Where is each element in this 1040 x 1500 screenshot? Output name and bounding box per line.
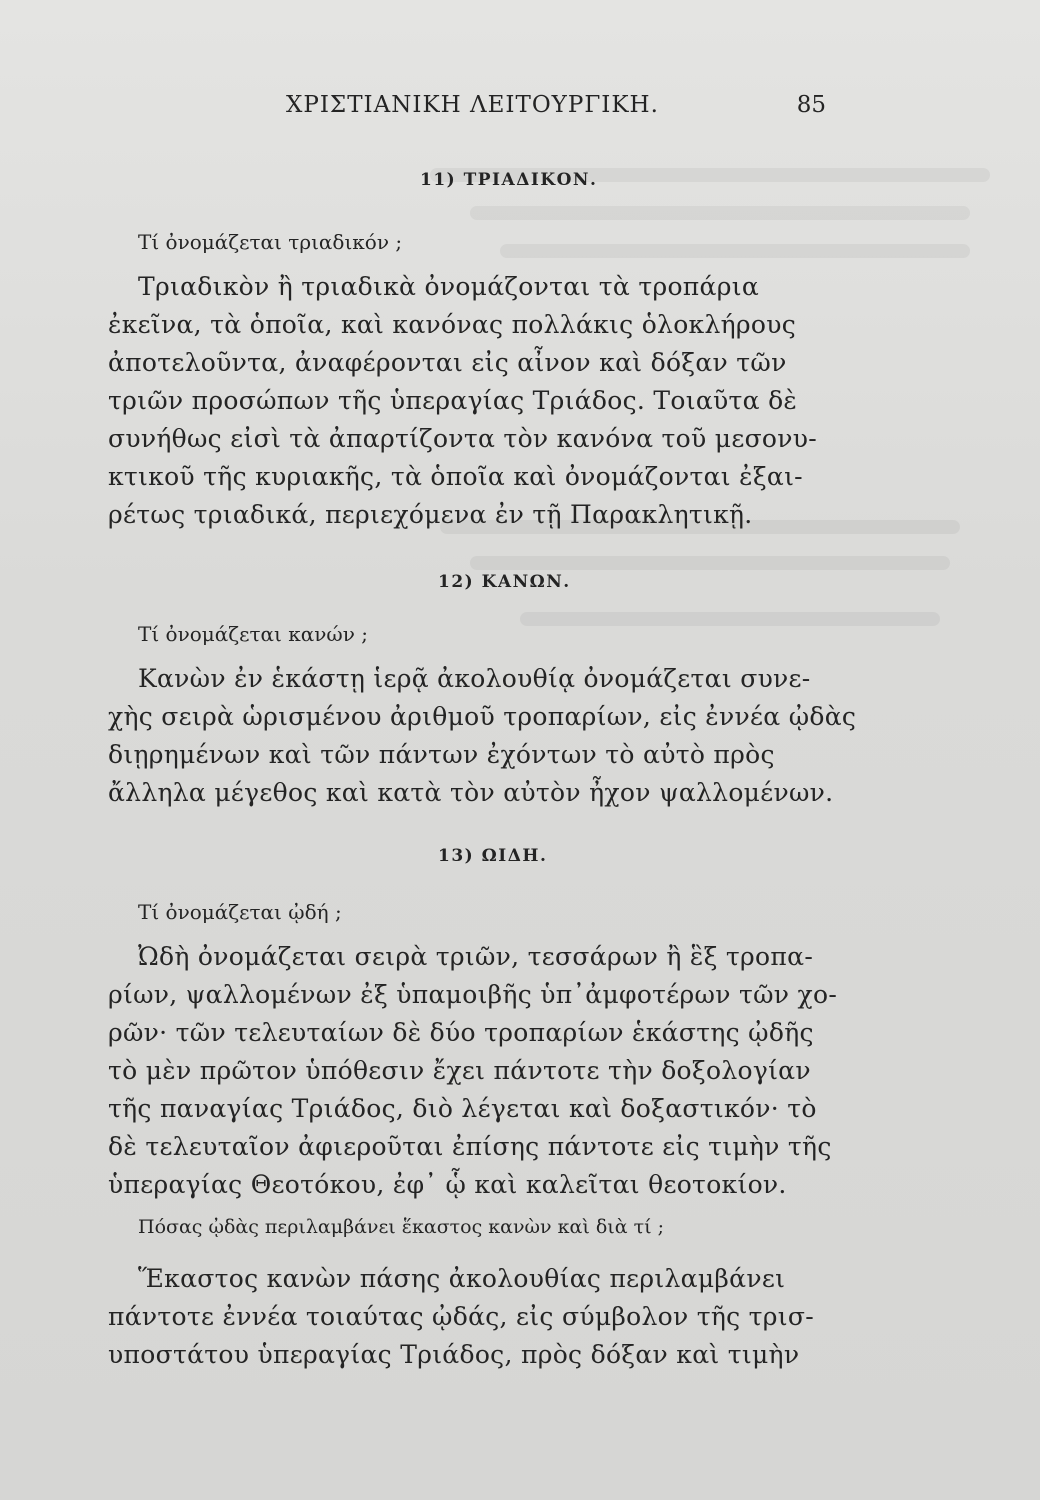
text-line: τῆς παναγίας Τριάδος, διὸ λέγεται καὶ δοξαστικόν· τὸ — [108, 1094, 817, 1123]
question: Τί ὀνομάζεται τριαδικόν ; — [138, 230, 403, 254]
section-heading: 13) ΩΙΔΗ. — [438, 846, 548, 866]
bleed-through-mark — [470, 206, 970, 220]
running-head — [286, 92, 826, 122]
question: Τί ὀνομάζεται κανών ; — [138, 622, 368, 646]
text-line: ρῶν· τῶν τελευταίων δὲ δύο τροπαρίων ἑκάστης ᾠδῆς — [108, 1018, 814, 1047]
page-number: 85 — [796, 92, 826, 118]
text-line: διῃρημένων καὶ τῶν πάντων ἐχόντων τὸ αὐτὸ πρὸς — [108, 740, 775, 769]
text-line: συνήθως εἰσὶ τὰ ἀπαρτίζοντα τὸν κανόνα τοῦ μεσονυ- — [108, 424, 818, 453]
text-line: ἀποτελοῦντα, ἀναφέρονται εἰς αἶνον καὶ δόξαν τῶν — [108, 348, 787, 377]
text-line: ρέτως τριαδικά, περιεχόμενα ἐν τῇ Παρακλητικῇ. — [108, 500, 753, 529]
text-line: τριῶν προσώπων τῆς ὑπεραγίας Τριάδος. Τοιαῦτα δὲ — [108, 386, 798, 415]
text-line: Κανὼν ἐν ἑκάστῃ ἱερᾷ ἀκολουθίᾳ ὀνομάζεται συνε- — [138, 664, 811, 693]
section-heading: 12) ΚΑΝΩΝ. — [438, 572, 571, 592]
text-line: χὴς σειρὰ ὡρισμένου ἀριθμοῦ τροπαρίων, εἰς ἐννέα ᾠδὰς — [108, 702, 857, 731]
text-line: ρίων, ψαλλομένων ἐξ ὑπαμοιβῆς ὑπ᾽ἀμφοτέρων τῶν χο- — [108, 980, 838, 1009]
text-line: ἐκεῖνα, τὰ ὁποῖα, καὶ κανόνας πολλάκις ὁλοκλήρους — [108, 310, 797, 339]
text-line: πάντοτε ἐννέα τοιαύτας ᾠδάς, εἰς σύμβολον τῆς τρισ- — [108, 1302, 815, 1331]
text-line: Ἕκαστος κανὼν πάσης ἀκολουθίας περιλαμβάνει — [138, 1264, 786, 1293]
bleed-through-mark — [520, 612, 940, 626]
text-line: Ὠδὴ ὀνομάζεται σειρὰ τριῶν, τεσσάρων ἢ ἓξ τροπα- — [138, 942, 814, 971]
text-line: ὑπεραγίας Θεοτόκου, ἐφ᾽ ᾧ καὶ καλεῖται θεοτοκίον. — [108, 1170, 787, 1199]
text-line: δὲ τελευταῖον ἀφιεροῦται ἐπίσης πάντοτε εἰς τιμὴν τῆς — [108, 1132, 832, 1161]
bleed-through-mark — [500, 244, 970, 258]
bleed-through-mark — [470, 556, 950, 570]
section-heading: 11) ΤΡΙΑΔΙΚΟΝ. — [420, 170, 598, 190]
text-line: Τριαδικὸν ἢ τριαδικὰ ὀνομάζονται τὰ τροπάρια — [138, 272, 759, 301]
text-line: τὸ μὲν πρῶτον ὑπόθεσιν ἔχει πάντοτε τὴν δοξολογίαν — [108, 1056, 811, 1085]
text-line: υποστάτου ὑπεραγίας Τριάδος, πρὸς δόξαν καὶ τιμὴν — [108, 1340, 800, 1369]
question: Τί ὀνομάζεται ᾠδή ; — [138, 900, 342, 924]
question: Πόσας ᾠδὰς περιλαμβάνει ἕκαστος κανὼν καὶ διὰ τί ; — [138, 1216, 664, 1238]
text-line: κτικοῦ τῆς κυριακῆς, τὰ ὁποῖα καὶ ὀνομάζονται ἐξαι- — [108, 462, 803, 491]
text-line: ἄλληλα μέγεθος καὶ κατὰ τὸν αὐτὸν ἦχον ψαλλομένων. — [108, 778, 834, 807]
running-head-title: ΧΡΙΣΤΙΑΝΙΚΗ ΛΕΙΤΟΥΡΓΙΚΗ. — [286, 92, 659, 118]
